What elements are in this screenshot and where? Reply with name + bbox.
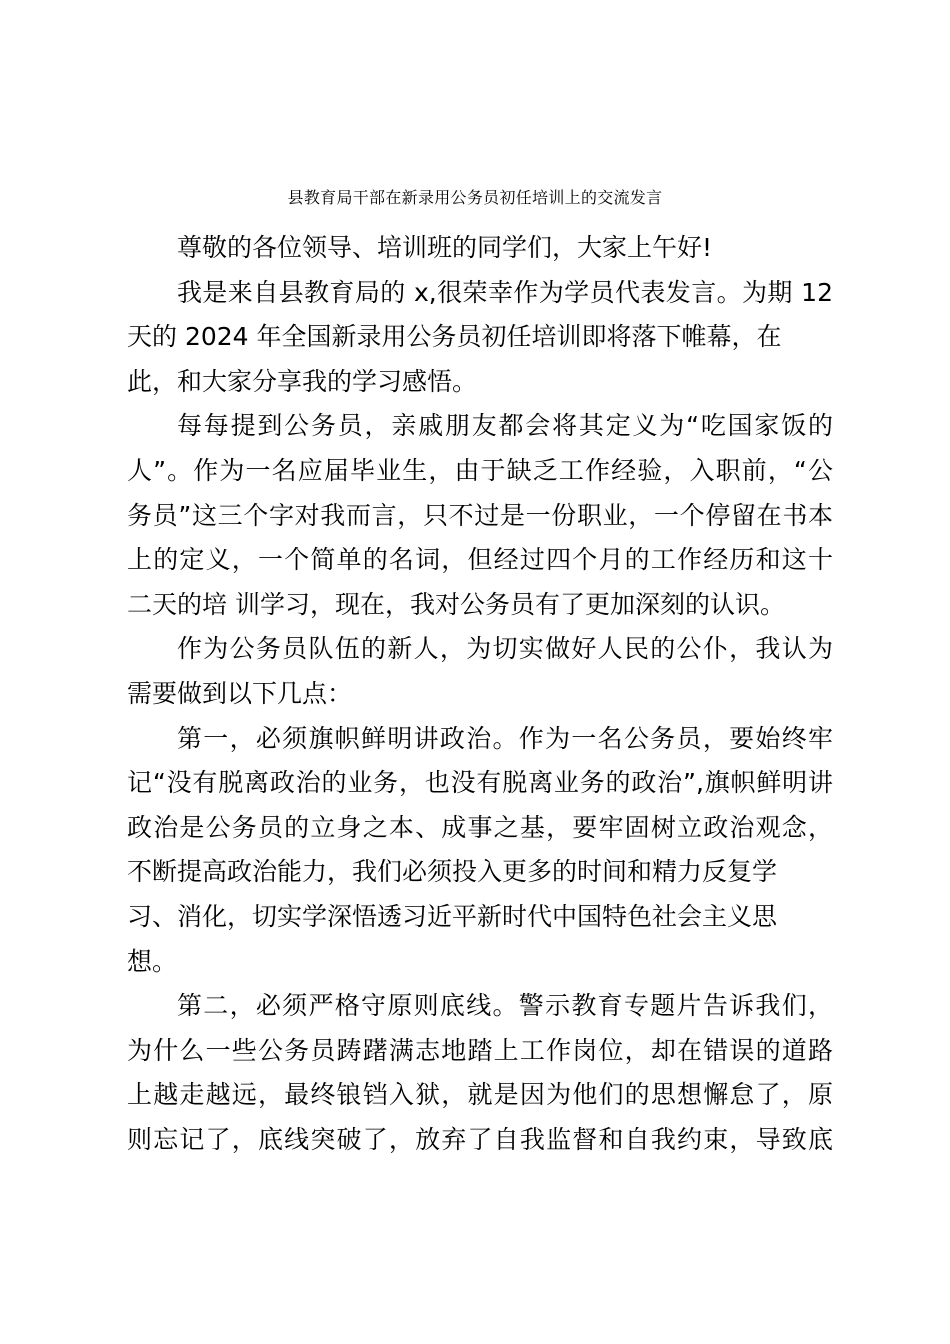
text-line: 则忘记了，底线突破了，放弃了自我监督和自我约束，导致底 [127,1124,833,1154]
text-line: 第一，必须旗帜鲜明讲政治。作为一名公务员，要始终牢 [177,723,833,753]
text-line: 习、消化，切实学深悟透习近平新时代中国特色社会主义思 [127,901,778,931]
text-line: 需要做到以下几点： [127,678,353,708]
text-line: 作为公务员队伍的新人，为切实做好人民的公仆，我认为 [177,634,833,664]
text-line: 二天的培 训学习，现在，我对公务员有了更加深刻的认识。 [127,589,785,619]
document-title: 县教育局干部在新录用公务员初任培训上的交流发言 [287,188,663,207]
text-line: 每每提到公务员，亲戚朋友都会将其定义为“吃国家饭的 [177,411,833,441]
text-line: 上的定义，一个简单的名词，但经过四个月的工作经历和这十 [127,545,833,575]
text-line: 天的 2024 年全国新录用公务员初任培训即将落下帷幕，在 [127,322,782,352]
text-line: 尊敬的各位领导、培训班的同学们，大家上午好! [177,233,713,262]
text-line: 上越走越远，最终锒铛入狱，就是因为他们的思想懈怠了，原 [127,1080,833,1110]
text-line: 不断提高政治能力，我们必须投入更多的时间和精力反复学 [127,857,778,887]
text-line: 为什么一些公务员踌躇满志地踏上工作岗位，却在错误的道路 [127,1035,833,1065]
text-line: 政治是公务员的立身之本、成事之基，要牢固树立政治观念， [127,812,833,842]
text-line: 人”。作为一名应届毕业生，由于缺乏工作经验，入职前，“公 [127,455,833,485]
text-line: 此，和大家分享我的学习感悟。 [127,366,478,396]
text-line: 务员”这三个字对我而言，只不过是一份职业，一个停留在书本 [127,500,833,530]
document-body [127,226,833,1162]
text-line: 我是来自县教育局的 x,很荣幸作为学员代表发言。为期 12 [177,277,833,307]
text-line: 想。 [127,946,178,976]
text-line: 第二，必须严格守原则底线。警示教育专题片告诉我们， [177,991,833,1021]
text-line: 记“没有脱离政治的业务，也没有脱离业务的政治”,旗帜鲜明讲 [127,768,833,798]
